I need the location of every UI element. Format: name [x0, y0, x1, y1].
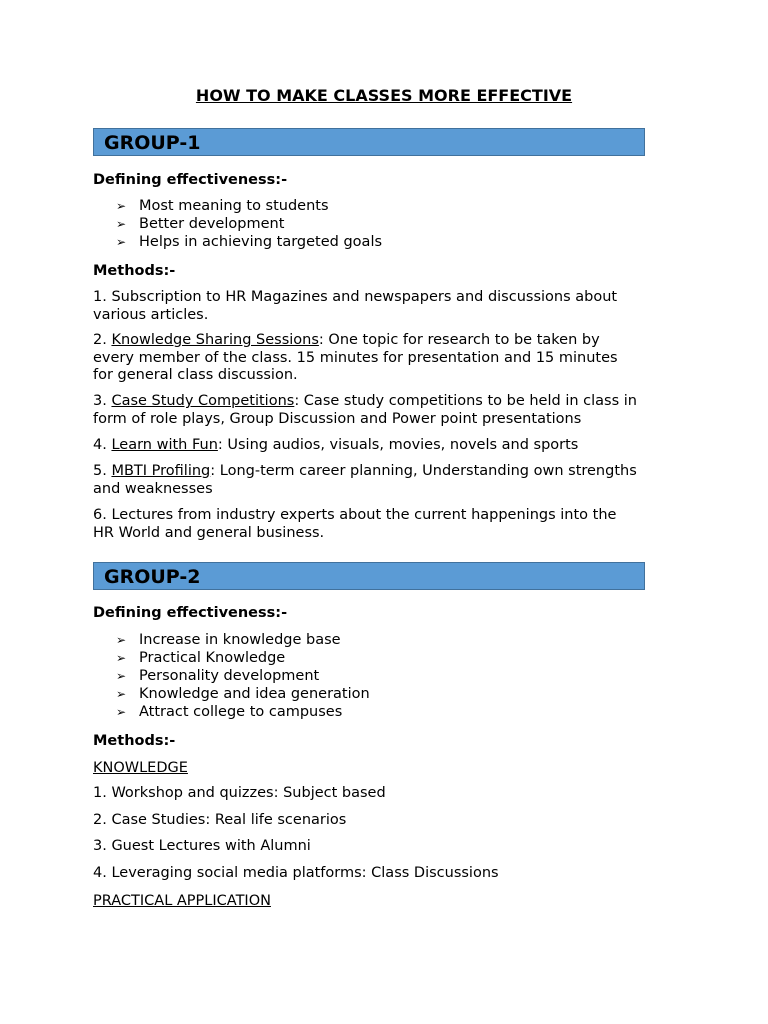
arrow-bullet-icon: ➢ [116, 705, 127, 719]
group-1-method-6 [93, 507, 693, 542]
arrow-bullet-icon: ➢ [116, 199, 127, 213]
method-number: 4. [93, 437, 112, 453]
arrow-bullet-icon: ➢ [116, 633, 127, 647]
group-1-method-4 [93, 437, 693, 455]
group-1-method-2 [93, 332, 693, 385]
paragraph-line: 1. Subscription to HR Magazines and newspapers and discussions about [93, 289, 618, 305]
paragraph-line: 3. Guest Lectures with Alumni [93, 838, 311, 854]
group-2-defining-list [116, 631, 370, 721]
group-1-banner [93, 128, 645, 156]
list-item-text: Increase in knowledge base [139, 632, 341, 648]
arrow-bullet-icon: ➢ [116, 669, 127, 683]
group-1-method-1 [93, 289, 693, 324]
paragraph-line [93, 393, 693, 411]
arrow-bullet-icon: ➢ [116, 217, 127, 231]
group-1-defining-list [116, 197, 382, 251]
method-description: : One topic for research to be taken by [318, 332, 600, 348]
paragraph-line [93, 332, 693, 350]
arrow-bullet-icon: ➢ [116, 235, 127, 249]
group-1-method-5 [93, 463, 693, 498]
list-item-text: Helps in achieving targeted goals [139, 234, 383, 250]
method-description: : Using audios, visuals, movies, novels and sports [217, 437, 579, 453]
group-2-methods-heading: Methods:- [93, 733, 176, 749]
method-number: 5. [93, 463, 112, 479]
page-title: HOW TO MAKE CLASSES MORE EFFECTIVE [195, 86, 573, 105]
paragraph-line: for general class discussion. [93, 367, 298, 383]
method-term: Case Study Competitions [111, 393, 295, 409]
method-number: 3. [93, 393, 112, 409]
practical-application-subheading: PRACTICAL APPLICATION [93, 893, 271, 909]
paragraph-line: and weaknesses [93, 480, 213, 497]
group-1-banner-label: GROUP-1 [104, 132, 201, 154]
list-item [116, 667, 370, 685]
paragraph-line: form of role plays, Group Discussion and Power point presentations [93, 410, 582, 427]
paragraph-line: 4. Leveraging social media platforms: Class Discussions [93, 865, 499, 881]
method-number: 2. [93, 332, 112, 348]
list-item [116, 631, 370, 649]
group-2-defining-heading: Defining effectiveness:- [93, 605, 288, 621]
method-term: MBTI Profiling [111, 463, 211, 479]
method-description: : Long-term career planning, Understanding own strengths [210, 463, 637, 479]
paragraph-line [93, 463, 693, 481]
list-item [116, 685, 370, 703]
knowledge-item [93, 865, 693, 883]
list-item-text: Practical Knowledge [139, 650, 286, 666]
method-description: : Case study competitions to be held in class in [294, 393, 637, 409]
knowledge-item [93, 812, 693, 830]
group-1-method-3 [93, 393, 693, 428]
paragraph-line [93, 437, 693, 455]
list-item [116, 233, 382, 251]
group-1-defining-heading: Defining effectiveness:- [93, 172, 288, 188]
arrow-bullet-icon: ➢ [116, 651, 127, 665]
list-item-text: Personality development [139, 668, 320, 684]
list-item [116, 197, 382, 215]
list-item-text: Knowledge and idea generation [139, 686, 370, 702]
paragraph-line: HR World and general business. [93, 524, 325, 541]
list-item [116, 649, 370, 667]
knowledge-subheading: KNOWLEDGE [93, 760, 188, 776]
method-term: Knowledge Sharing Sessions [111, 332, 319, 348]
paragraph-line: 1. Workshop and quizzes: Subject based [93, 785, 386, 801]
list-item-text: Better development [139, 216, 285, 232]
list-item [116, 703, 370, 721]
paragraph-line: 2. Case Studies: Real life scenarios [93, 812, 347, 828]
knowledge-item [93, 785, 693, 803]
group-2-banner [93, 562, 645, 590]
paragraph-line: every member of the class. 15 minutes for presentation and 15 minutes [93, 349, 618, 366]
knowledge-item [93, 838, 693, 856]
paragraph-line: 6. Lectures from industry experts about the current happenings into the [93, 507, 617, 523]
list-item [116, 215, 382, 233]
paragraph-line: various articles. [93, 306, 209, 323]
method-term: Learn with Fun [111, 437, 218, 453]
list-item-text: Attract college to campuses [139, 704, 343, 720]
arrow-bullet-icon: ➢ [116, 687, 127, 701]
list-item-text: Most meaning to students [139, 198, 329, 214]
group-2-banner-label: GROUP-2 [104, 566, 201, 588]
group-1-methods-heading: Methods:- [93, 263, 176, 279]
